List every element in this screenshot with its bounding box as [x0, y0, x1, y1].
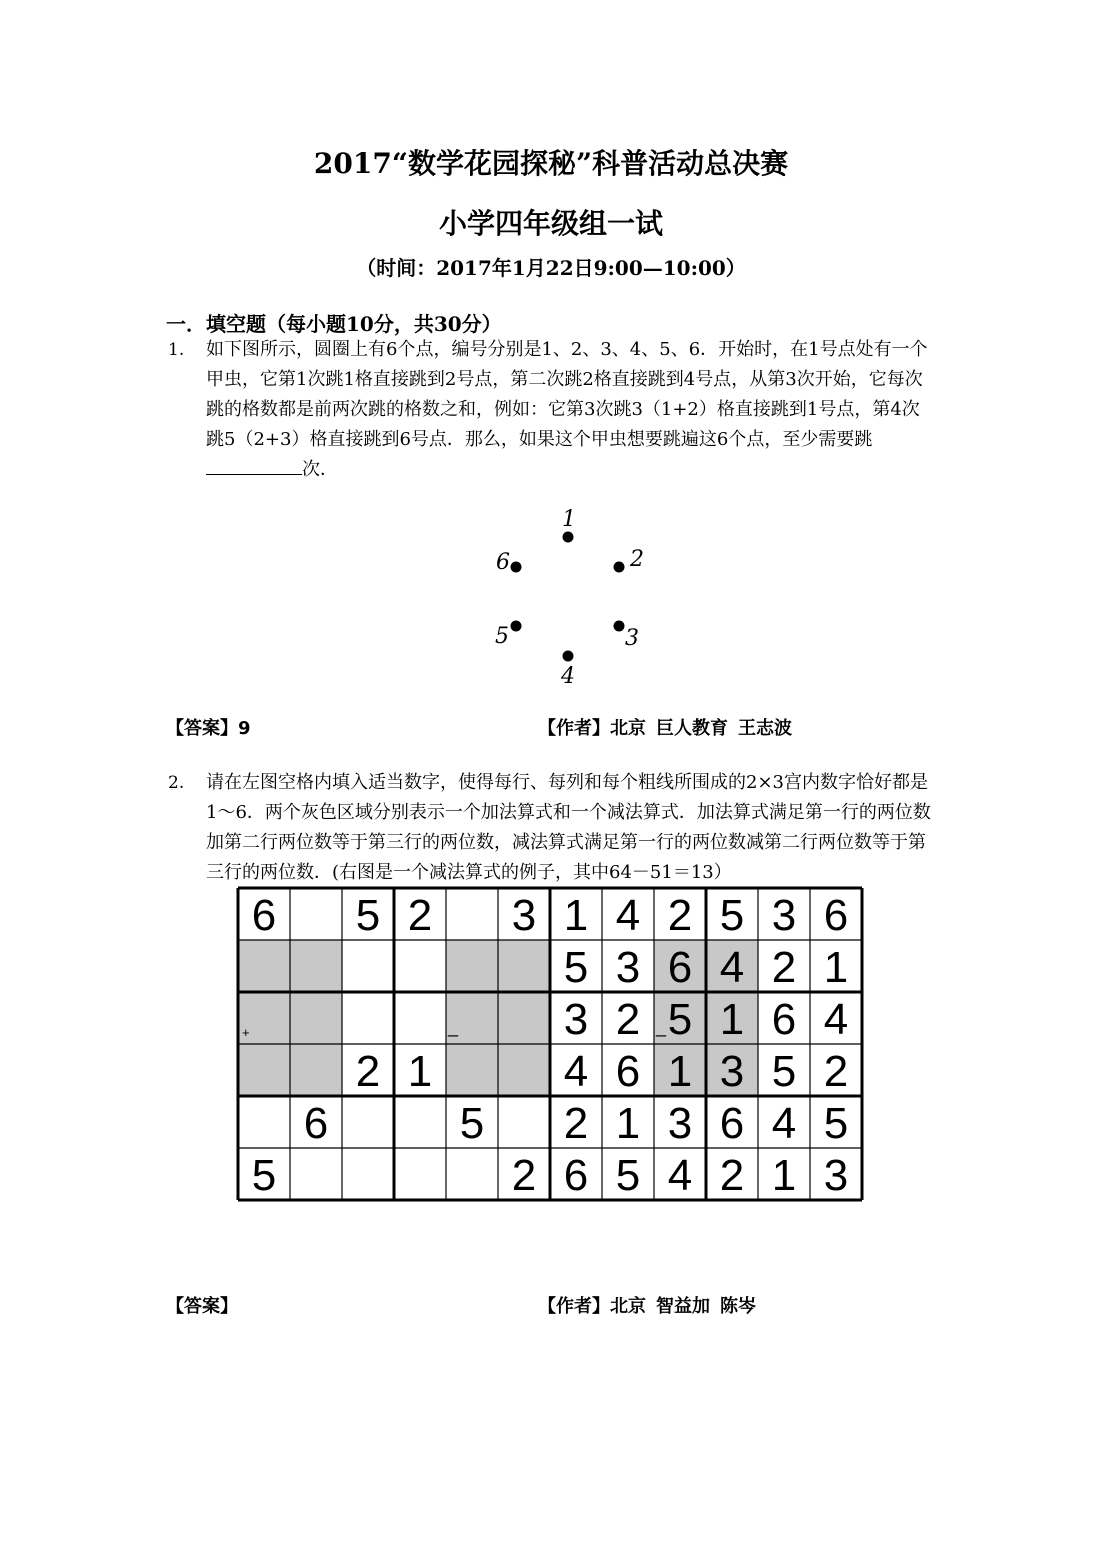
author-1-org: 巨人教育: [656, 718, 728, 739]
left-cell-3-1[interactable]: [290, 1044, 342, 1096]
dot-5: [511, 621, 522, 632]
question-1-text-part1: 如下图所示，圆圈上有6个点，编号分别是1、2、3、4、5、6．开始时，在1号点处有一个甲虫，它第1次跳1格直接跳到2号点，第二次跳2格直接跳到4号点，从第3次开始，它每次跳的格数都是前两次跳的格数之和，例如：它第3次跳3（1+2）格直接跳到1号点，第4次跳5（2+3）格直接跳到6号点．那么，如果这个甲虫想要跳遍这6个点，至少需要跳: [206, 339, 928, 450]
example-minus-sign: _: [656, 1017, 667, 1037]
right-digit-0-5: 6: [823, 891, 849, 940]
dot-1: [563, 532, 574, 543]
answer-2: 【答案】: [166, 1296, 238, 1317]
left-cell-5-2[interactable]: [342, 1148, 394, 1200]
right-digit-4-2: 3: [667, 1099, 693, 1148]
dot-label-4: 4: [561, 664, 575, 689]
right-digit-3-3: 3: [719, 1047, 745, 1096]
dot-3: [614, 621, 625, 632]
right-digit-2-2: 5: [667, 995, 693, 1044]
answer-1: 【答案】9: [166, 718, 251, 739]
exam-time: （时间：2017年1月22日9:00—10:00）: [356, 256, 746, 280]
left-grid: [238, 888, 550, 1200]
right-digit-0-4: 3: [771, 891, 797, 940]
left-cell-1-0[interactable]: [238, 940, 290, 992]
right-digit-1-2: 6: [667, 943, 693, 992]
right-digit-2-1: 2: [615, 995, 641, 1044]
right-grid: [550, 888, 862, 1200]
left-cell-2-5[interactable]: [498, 992, 550, 1044]
right-digit-5-4: 1: [771, 1151, 797, 1200]
page-title: 2017“数学花园探秘”科普活动总决赛: [313, 147, 789, 180]
right-digit-2-4: 6: [771, 995, 797, 1044]
answer-blank[interactable]: [206, 456, 302, 475]
left-cell-4-0[interactable]: [238, 1096, 290, 1148]
left-digit-4-4: 5: [459, 1099, 485, 1148]
right-digit-0-1: 4: [615, 891, 641, 940]
right-digit-0-3: 5: [719, 891, 745, 940]
author-2-city: 【作者】北京: [538, 1296, 646, 1317]
right-digit-5-1: 5: [615, 1151, 641, 1200]
right-digit-1-5: 1: [823, 943, 849, 992]
left-cell-3-4[interactable]: [446, 1044, 498, 1096]
left-digit-3-3: 1: [407, 1047, 433, 1096]
left-cell-5-4[interactable]: [446, 1148, 498, 1200]
page-subtitle: 小学四年级组一试: [438, 207, 663, 240]
left-cell-1-2[interactable]: [342, 940, 394, 992]
author-2: [538, 1292, 756, 1318]
dot-label-6: 6: [496, 550, 510, 575]
right-digit-1-0: 5: [563, 943, 589, 992]
right-digit-3-5: 2: [823, 1047, 849, 1096]
left-cell-2-3[interactable]: [394, 992, 446, 1044]
left-cell-4-3[interactable]: [394, 1096, 446, 1148]
left-cell-3-5[interactable]: [498, 1044, 550, 1096]
left-cell-2-1[interactable]: [290, 992, 342, 1044]
dot-4: [563, 651, 574, 662]
left-cell-5-3[interactable]: [394, 1148, 446, 1200]
question-1-number: 1.: [168, 340, 185, 360]
left-cell-1-4[interactable]: [446, 940, 498, 992]
right-digit-3-0: 4: [563, 1047, 589, 1096]
right-digit-5-3: 2: [719, 1151, 745, 1200]
circle-dots-figure: [480, 500, 660, 690]
right-digit-4-0: 2: [563, 1099, 589, 1148]
right-digit-0-0: 1: [563, 891, 589, 940]
left-digit-4-1: 6: [303, 1099, 329, 1148]
author-2-name: 陈岑: [720, 1296, 756, 1317]
left-cell-1-5[interactable]: [498, 940, 550, 992]
question-2-number: 2.: [168, 773, 185, 793]
dot-label-2: 2: [630, 547, 644, 572]
right-digit-1-3: 4: [719, 943, 745, 992]
right-digit-4-3: 6: [719, 1099, 745, 1148]
right-digit-4-4: 4: [771, 1099, 797, 1148]
dot-label-3: 3: [625, 626, 639, 651]
right-digit-1-4: 2: [771, 943, 797, 992]
left-digit-5-0: 5: [251, 1151, 277, 1200]
right-digit-1-1: 3: [615, 943, 641, 992]
right-digit-2-3: 1: [719, 995, 745, 1044]
author-1-city: 【作者】北京: [538, 718, 646, 739]
minus-sign: _: [448, 1017, 459, 1037]
right-digit-4-1: 1: [615, 1099, 641, 1148]
left-digit-5-5: 2: [511, 1151, 537, 1200]
dot-label-1: 1: [562, 507, 576, 532]
right-digit-0-2: 2: [667, 891, 693, 940]
left-cell-0-1[interactable]: [290, 888, 342, 940]
right-digit-3-2: 1: [667, 1047, 693, 1096]
author-1: [538, 714, 792, 740]
left-cell-3-0[interactable]: [238, 1044, 290, 1096]
question-1-text: [206, 335, 934, 485]
author-1-name: 王志波: [738, 718, 792, 739]
left-cell-4-5[interactable]: [498, 1096, 550, 1148]
right-digit-5-2: 4: [667, 1151, 693, 1200]
dot-2: [614, 562, 625, 573]
left-cell-1-1[interactable]: [290, 940, 342, 992]
section-heading: 一．填空题（每小题10分，共30分）: [166, 312, 502, 336]
left-cell-2-2[interactable]: [342, 992, 394, 1044]
left-digit-0-2: 5: [355, 891, 381, 940]
left-digit-0-5: 3: [511, 891, 537, 940]
plus-sign: +: [242, 1025, 250, 1040]
right-digit-2-0: 3: [563, 995, 589, 1044]
right-digit-3-4: 5: [771, 1047, 797, 1096]
author-2-org: 智益加: [656, 1296, 710, 1317]
right-digit-2-5: 4: [823, 995, 849, 1044]
right-digit-3-1: 6: [615, 1047, 641, 1096]
left-cell-5-1[interactable]: [290, 1148, 342, 1200]
left-digit-0-3: 2: [407, 891, 433, 940]
dot-label-5: 5: [495, 624, 509, 649]
right-digit-5-5: 3: [823, 1151, 849, 1200]
left-digit-3-2: 2: [355, 1047, 381, 1096]
left-cell-4-2[interactable]: [342, 1096, 394, 1148]
left-cell-1-3[interactable]: [394, 940, 446, 992]
right-digit-5-0: 6: [563, 1151, 589, 1200]
question-1-text-part2: 次．: [302, 459, 338, 480]
left-cell-0-4[interactable]: [446, 888, 498, 940]
question-2-text: 请在左图空格内填入适当数字，使得每行、每列和每个粗线所围成的2×3宫内数字恰好都是1～6．两个灰色区域分别表示一个加法算式和一个减法算式．加法算式满足第一行的两位数加第二行两位数等于第三行的两位数，减法算式满足第一行的两位数减第二行两位数等于第三行的两位数．(右图是一个减法算式的例子，其中64－51＝13）: [206, 772, 931, 883]
left-digit-0-0: 6: [251, 891, 277, 940]
dot-6: [511, 562, 522, 573]
right-digit-4-5: 5: [823, 1099, 849, 1148]
sudoku-figure: [230, 880, 870, 1206]
